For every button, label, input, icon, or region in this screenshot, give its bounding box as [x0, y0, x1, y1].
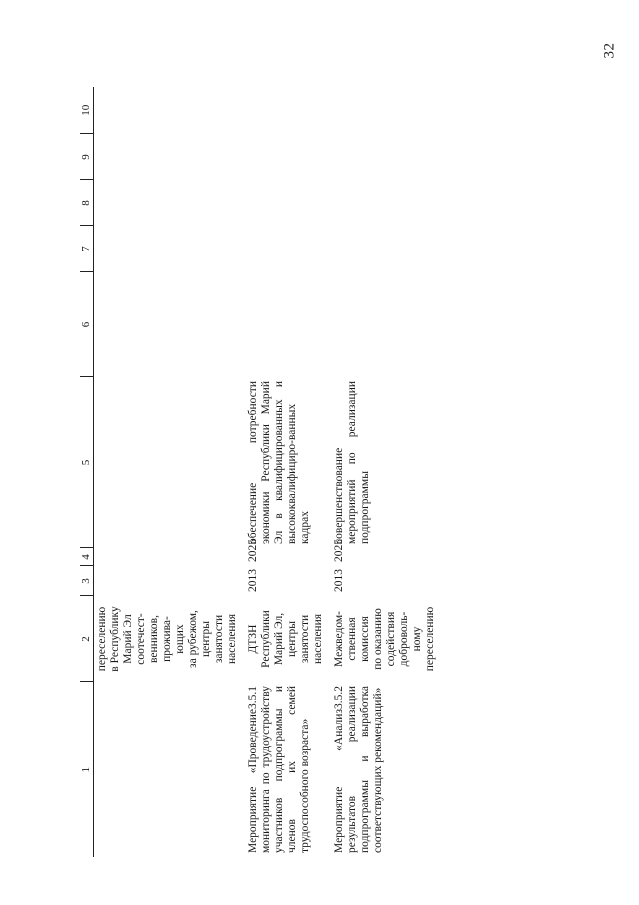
executor-line: за рубежом, [187, 610, 199, 668]
executor-line: соотечест- [135, 613, 147, 665]
executor-line: центры [200, 620, 212, 658]
header-col-4: 4 [80, 548, 94, 566]
empty-cell [94, 180, 246, 226]
empty-cell [245, 87, 331, 134]
empty-cell [94, 134, 246, 180]
empty-cell [245, 180, 331, 226]
header-row [80, 87, 94, 857]
executor-line: Марий Эл [122, 614, 134, 664]
executor-line: переселению [96, 606, 108, 672]
header-col-1: 1 [80, 682, 94, 857]
empty-cell [245, 226, 331, 272]
executor-line: ДТЗН [247, 624, 259, 654]
header-col-9: 9 [80, 134, 94, 180]
executor-line: венников, [148, 615, 160, 663]
program-measures-table [80, 87, 443, 857]
end-year-cell: 2025 [247, 539, 259, 562]
measure-code: 3.5.1 [247, 686, 259, 709]
header-col-8: 8 [80, 180, 94, 226]
measure-name-cell [245, 682, 331, 857]
executor-cell [245, 596, 331, 682]
empty-cell [331, 180, 443, 226]
empty-cell [245, 134, 331, 180]
executor-line: занятости [213, 614, 225, 664]
empty-cell [94, 226, 246, 272]
executor-line: Межведом- [333, 611, 345, 667]
measure-name-cell [331, 682, 443, 857]
empty-cell [245, 272, 331, 377]
start-year-cell: 2013 [333, 569, 345, 592]
table-row [245, 87, 331, 857]
result-cell: совершенствование мероприятий по реализации подпрограммы [333, 381, 371, 544]
measure-code: 3.5.2 [333, 686, 345, 709]
executor-line: в Республику [109, 606, 121, 672]
executor-line: населения [226, 613, 238, 665]
empty-cell [331, 134, 443, 180]
measure-name: Мероприятие «Проведение мониторинга по трудоустройству участников подпрограммы и членов их семей трудоспособного возраста» [247, 686, 311, 853]
executor-line: прожива- [161, 616, 173, 662]
end-year-cell: 2025 [333, 539, 345, 562]
executor-line: доброволь- [398, 611, 410, 667]
header-col-5: 5 [80, 377, 94, 548]
header-col-10: 10 [80, 87, 94, 134]
executor-line: ющих [174, 624, 186, 654]
page-number: 32 [601, 42, 618, 59]
executor-line: переселению [424, 606, 436, 672]
result-cell: обеспечение потребности экономики Республики Марий Эл в квалифицированных и высококвалифициро-ванных кадрах [247, 381, 311, 544]
executor-line: Республики [260, 610, 272, 668]
executor-line: центры [286, 620, 298, 658]
executor-line: ному [411, 626, 423, 652]
header-col-3: 3 [80, 566, 94, 596]
executor-line: по оказанию [372, 608, 384, 670]
empty-cell [331, 226, 443, 272]
executor-line: населения [312, 613, 324, 665]
empty-cell [331, 272, 443, 377]
measure-name-cell [94, 682, 246, 857]
executor-line: комиссия [359, 616, 371, 662]
header-col-7: 7 [80, 226, 94, 272]
table-row [331, 87, 443, 857]
header-col-6: 6 [80, 272, 94, 377]
empty-cell [94, 272, 246, 377]
table-row [94, 87, 246, 857]
header-col-2: 2 [80, 596, 94, 682]
end-year-cell [94, 548, 246, 566]
executor-cell [331, 596, 443, 682]
empty-cell [331, 87, 443, 134]
start-year-cell [94, 566, 246, 596]
empty-cell [94, 87, 246, 134]
executor-cell [94, 596, 246, 682]
start-year-cell: 2013 [247, 569, 259, 592]
result-cell [94, 377, 246, 548]
executor-line: содействия [385, 611, 397, 667]
rotated-table-container [80, 87, 600, 857]
executor-line: Марий Эл, [273, 612, 285, 666]
executor-line: занятости [299, 614, 311, 664]
measure-name: Мероприятие «Анализ результатов реализации подпрограммы и выработка соответствующих рекомендаций» [333, 686, 384, 853]
executor-line: ственная [346, 617, 358, 661]
